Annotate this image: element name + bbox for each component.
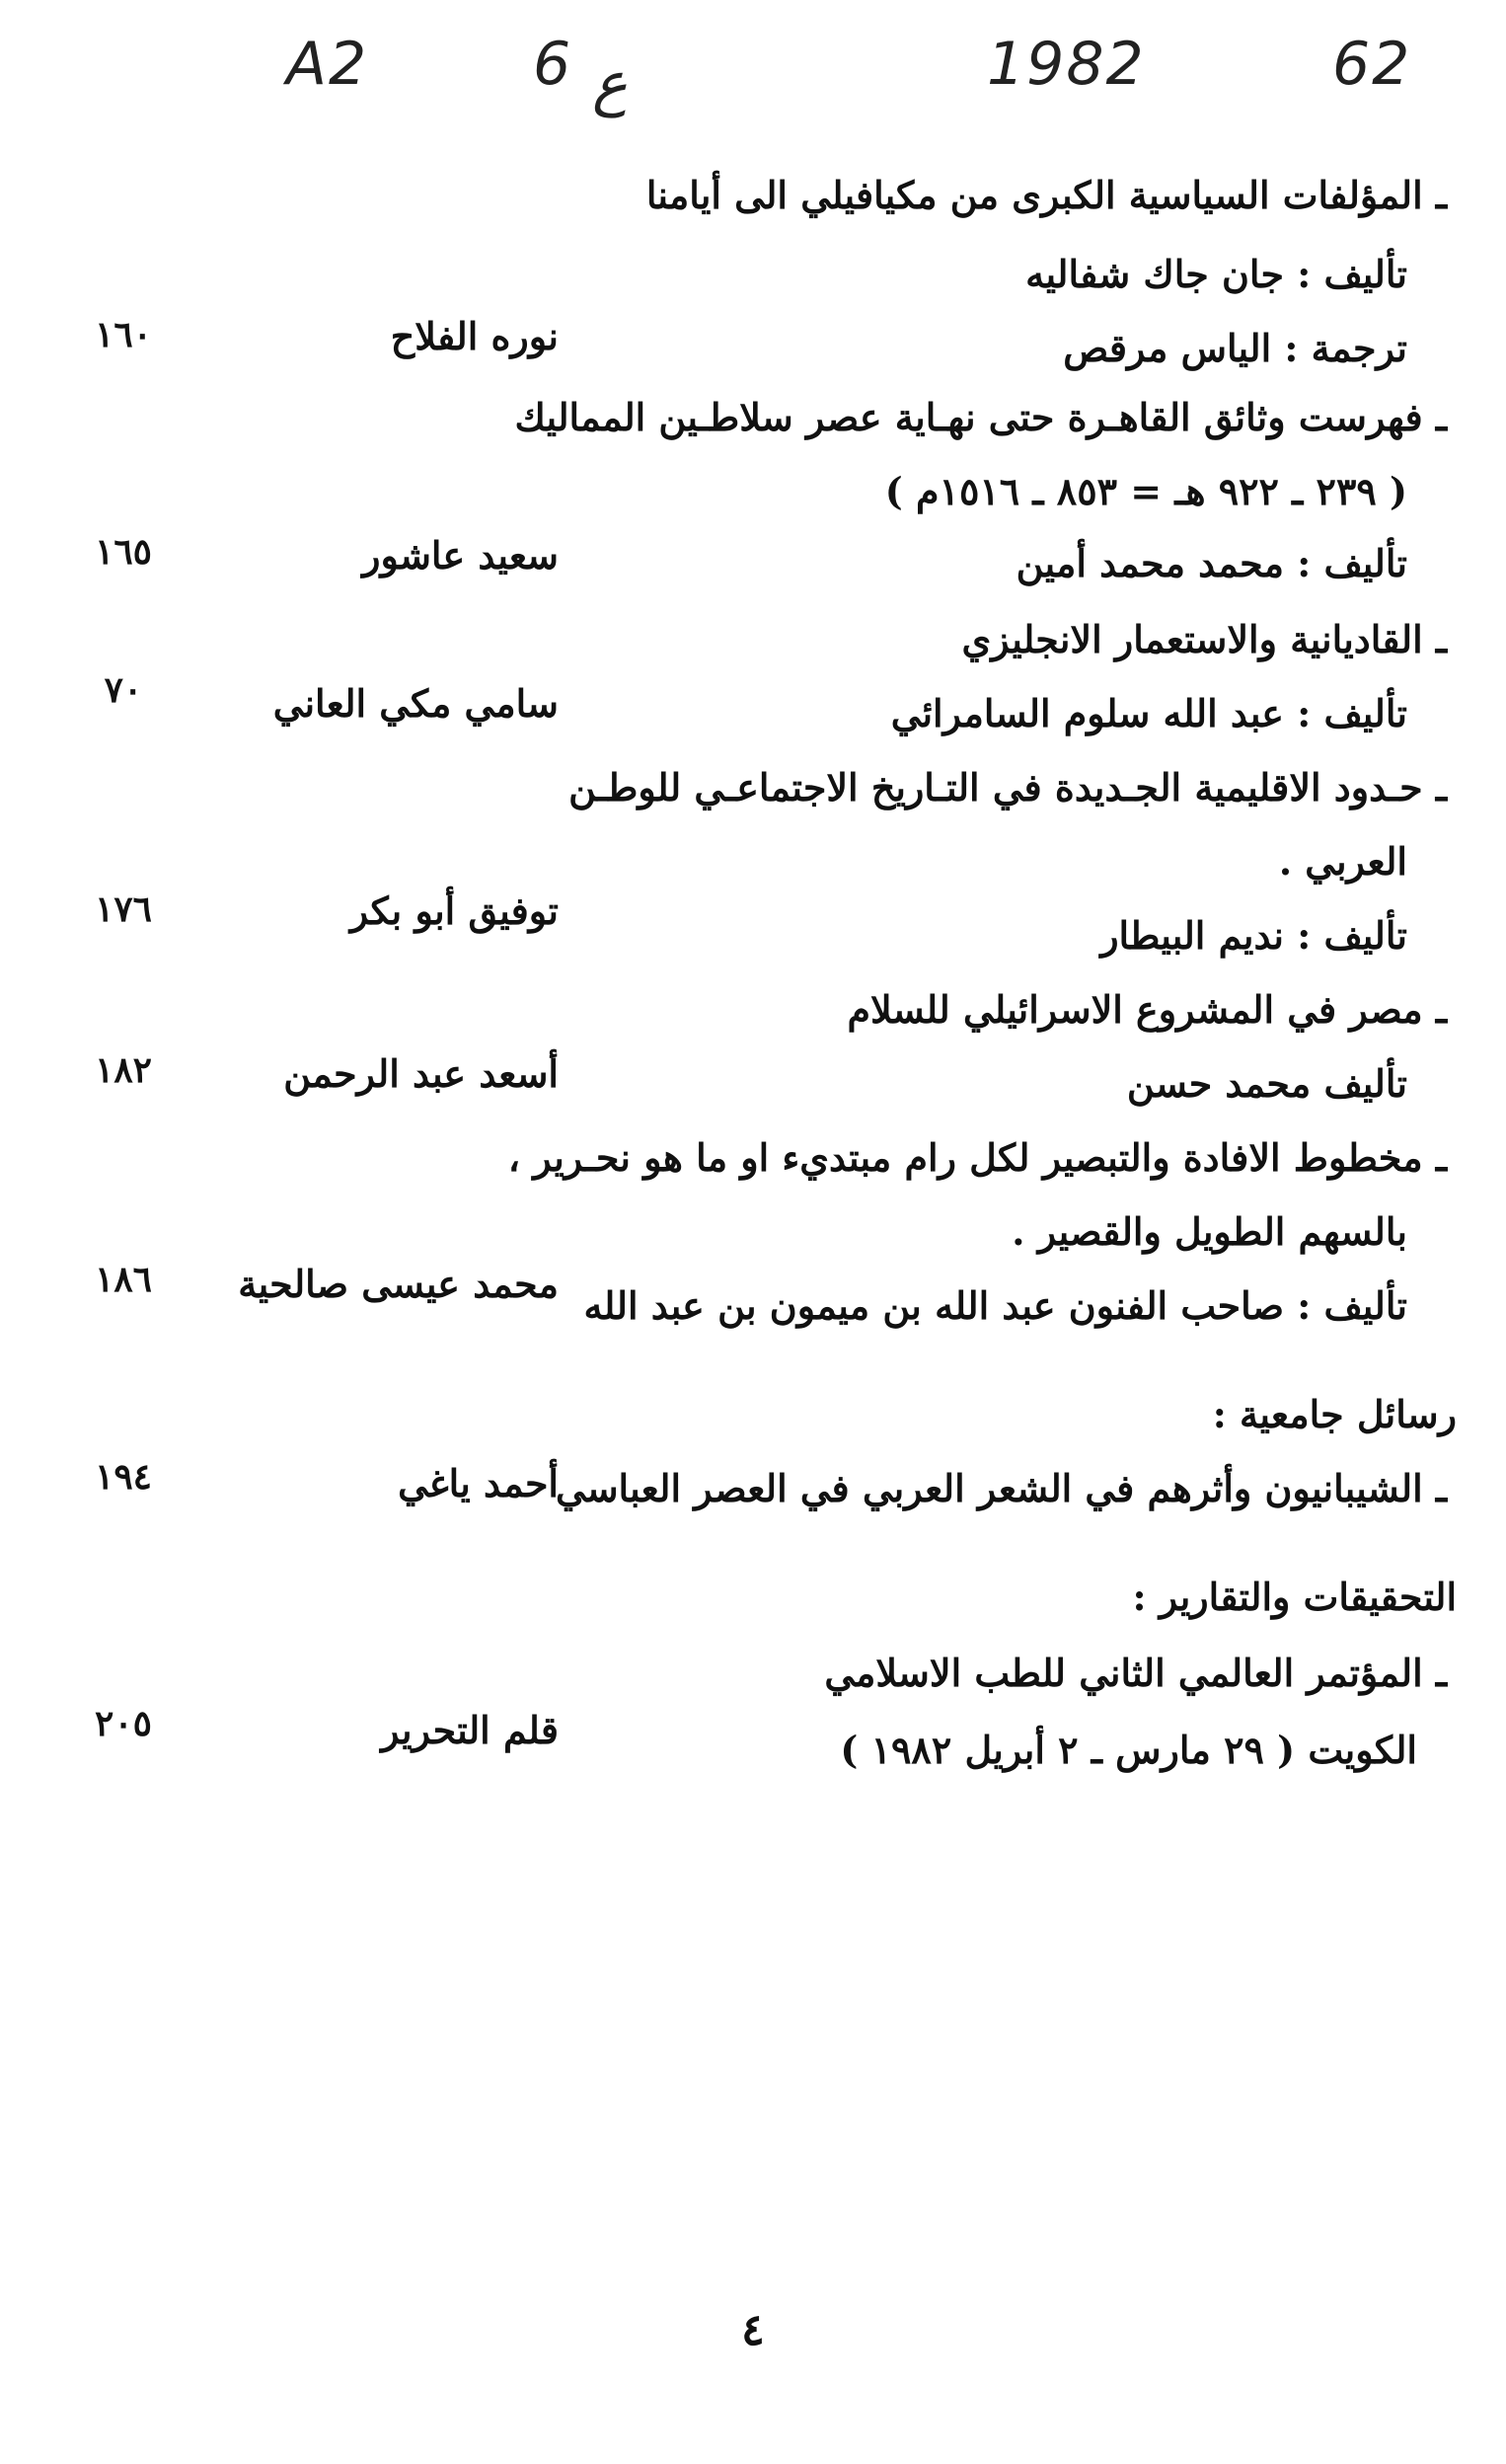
reports-heading: التحقيقات والتقارير : bbox=[1132, 1575, 1457, 1619]
entry-3-author: تأليف : عبد الله سلوم السامرائي bbox=[890, 691, 1407, 735]
theses-page: ١٩٤ bbox=[94, 1456, 152, 1498]
reports-entry-title: ـ المؤتمر العالمي الثاني للطب الاسلامي bbox=[824, 1651, 1447, 1695]
entry-3-title: ـ القاديانية والاستعمار الانجليزي bbox=[961, 617, 1447, 661]
entry-5-page: ١٨٢ bbox=[94, 1049, 152, 1091]
reports-reviewer: قلم التحرير bbox=[381, 1708, 559, 1752]
entry-5-reviewer: أسعد عبد الرحمن bbox=[283, 1051, 559, 1096]
entry-1-author: تأليف : جان جاك شفاليه bbox=[1025, 252, 1407, 296]
theses-heading: رسائل جامعية : bbox=[1212, 1392, 1457, 1436]
handwritten-note-6: 6 bbox=[533, 30, 573, 99]
entry-4-title-cont: العربي . bbox=[1278, 839, 1407, 884]
entry-5-title: ـ مصر في المشروع الاسرائيلي للسلام bbox=[847, 987, 1447, 1032]
entry-4-page: ١٧٦ bbox=[94, 888, 152, 930]
entry-6-title-cont: بالسهم الطويل والقصير . bbox=[1012, 1209, 1407, 1254]
entry-5-author: تأليف محمد حسن bbox=[1126, 1061, 1407, 1106]
entry-2-page: ١٦٥ bbox=[94, 531, 152, 573]
entry-1-translator: ترجمة : الياس مرقص bbox=[1063, 326, 1407, 370]
reports-page: ٢٠٥ bbox=[94, 1703, 152, 1744]
page-number: ٤ bbox=[741, 2305, 765, 2355]
entry-2-dates: ( ٢٣٩ ـ ٩٢٢ هـ = ٨٥٣ ـ ١٥١٦م ) bbox=[884, 469, 1407, 513]
handwritten-note-ain: ع bbox=[592, 49, 628, 118]
entry-6-author: تأليف : صاحب الفنون عبد الله بن ميمون بن عبد الله bbox=[583, 1283, 1407, 1328]
entry-4-author: تأليف : نديم البيطار bbox=[1100, 913, 1407, 958]
entry-6-title: ـ مخطوط الافادة والتبصير لكل رام مبتديء او ما هو نحـرير ، bbox=[507, 1135, 1447, 1180]
entry-1-title: ـ المؤلفات السياسية الكبرى من مكيافيلي الى أيامنا bbox=[645, 173, 1447, 217]
handwritten-note-year: 1982 bbox=[987, 30, 1146, 99]
entry-4-title: ـ حـدود الاقليمية الجـديدة في التـاريخ الاجتماعـي للوطـن bbox=[568, 765, 1447, 809]
entry-6-page: ١٨٦ bbox=[94, 1259, 152, 1300]
entry-4-reviewer: توفيق أبو بكر bbox=[349, 888, 559, 933]
entry-2-reviewer: سعيد عاشور bbox=[362, 533, 559, 578]
entry-6-reviewer: محمد عيسى صالحية bbox=[238, 1262, 559, 1306]
handwritten-note-62: 62 bbox=[1332, 30, 1412, 99]
theses-entry-title: ـ الشيبانيون وأثرهم في الشعر العربي في العصر العباسي bbox=[556, 1466, 1447, 1510]
entry-3-page: ٧٠ bbox=[104, 669, 143, 711]
entry-2-title: ـ فهرست وثائق القاهـرة حتى نهـاية عصر سلاطـين المماليك bbox=[514, 395, 1447, 439]
handwritten-note-a2: A2 bbox=[286, 30, 369, 99]
theses-reviewer: أحمد ياغي bbox=[398, 1461, 559, 1505]
entry-1-page: ١٦٠ bbox=[94, 314, 152, 355]
entry-1-reviewer: نوره الفلاح bbox=[390, 314, 559, 358]
entry-2-author: تأليف : محمد محمد أمين bbox=[1016, 541, 1407, 585]
reports-entry-location: الكويت ( ٢٩ مارس ـ ٢ أبريل ١٩٨٢ ) bbox=[840, 1728, 1417, 1772]
entry-3-reviewer: سامي مكي العاني bbox=[272, 681, 559, 726]
